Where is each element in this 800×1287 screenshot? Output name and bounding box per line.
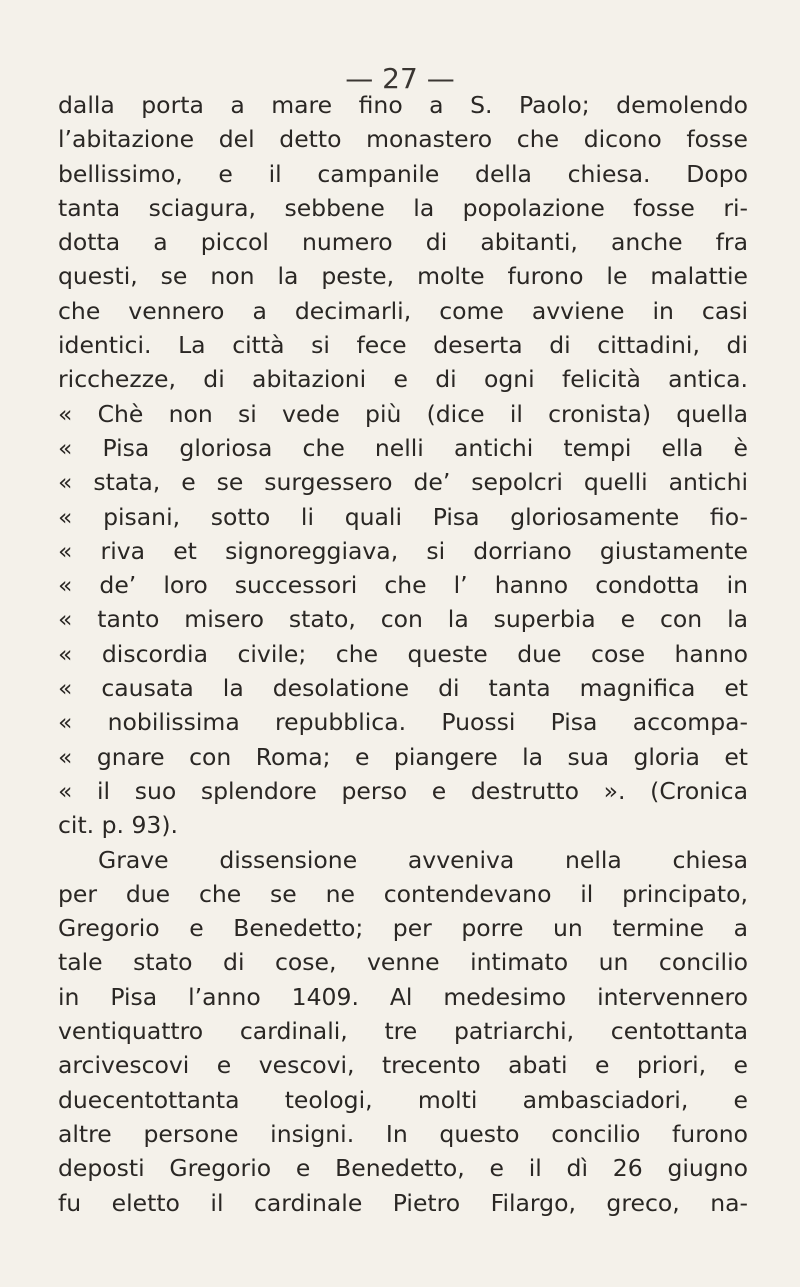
text-line: cit. p. 93). [58, 811, 179, 840]
text-line: altre persone insigni. In questo concilio furono [58, 1119, 748, 1148]
text-line: l’abitazione del detto monastero che dicono fosse [58, 125, 748, 154]
text-line: in Pisa l’anno 1409. Al medesimo intervennero [58, 982, 748, 1011]
text-line: dotta a piccol numero di abitanti, anche fra [58, 228, 748, 257]
text-line: ricchezze, di abitazioni e di ogni felicità antica. [58, 365, 748, 394]
text-line: « Pisa gloriosa che nelli antichi tempi ella è [58, 433, 748, 462]
text-line: per due che se ne contendevano il principato, [58, 879, 748, 908]
text-line: arcivescovi e vescovi, trecento abati e priori, e [58, 1051, 748, 1080]
text-line: « causata la desolatione di tanta magnifica et [58, 674, 748, 703]
text-line: « stata, e se surgessero de’ sepolcri quelli antichi [58, 468, 748, 497]
body-text [58, 88, 748, 1220]
text-line: tale stato di cose, venne intimato un concilio [58, 948, 748, 977]
text-line: ventiquattro cardinali, tre patriarchi, centottanta [58, 1017, 748, 1046]
text-line: dalla porta a mare fino a S. Paolo; demolendo [58, 91, 748, 119]
text-line: « Chè non si vede più (dice il cronista) quella [58, 399, 748, 428]
text-line: questi, se non la peste, molte furono le malattie [58, 262, 748, 291]
text-line: duecentottanta teologi, molti ambasciadori, e [58, 1085, 748, 1114]
text-line: che vennero a decimarli, come avviene in casi [58, 296, 748, 325]
text-line: bellissimo, e il campanile della chiesa. Dopo [58, 159, 748, 188]
text-line: « nobilissima repubblica. Puossi Pisa accompa- [58, 708, 748, 737]
text-line: « il suo splendore perso e destrutto ». (Cronica [58, 776, 748, 805]
text-line: « gnare con Roma; e piangere la sua gloria et [58, 742, 748, 771]
text-line: « de’ loro successori che l’ hanno condotta in [58, 571, 748, 600]
text-line: deposti Gregorio e Benedetto, e il dì 26 giugno [58, 1154, 748, 1183]
text-line: « discordia civile; che queste due cose hanno [58, 639, 748, 668]
page-number: — 27 — [345, 62, 455, 95]
text-line: « riva et signoreggiava, si dorriano giustamente [58, 536, 748, 565]
text-line: Gregorio e Benedetto; per porre un termine a [58, 914, 748, 943]
text-line: tanta sciagura, sebbene la popolazione fosse ri- [58, 193, 748, 222]
text-line: « tanto misero stato, con la superbia e con la [58, 605, 748, 634]
text-line: fu eletto il cardinale Pietro Filargo, greco, na- [58, 1188, 748, 1217]
text-line: identici. La città si fece deserta di cittadini, di [58, 331, 748, 360]
text-line: « pisani, sotto li quali Pisa gloriosamente fio- [58, 502, 748, 531]
text-line: Grave dissensione avveniva nella chiesa [98, 845, 748, 874]
